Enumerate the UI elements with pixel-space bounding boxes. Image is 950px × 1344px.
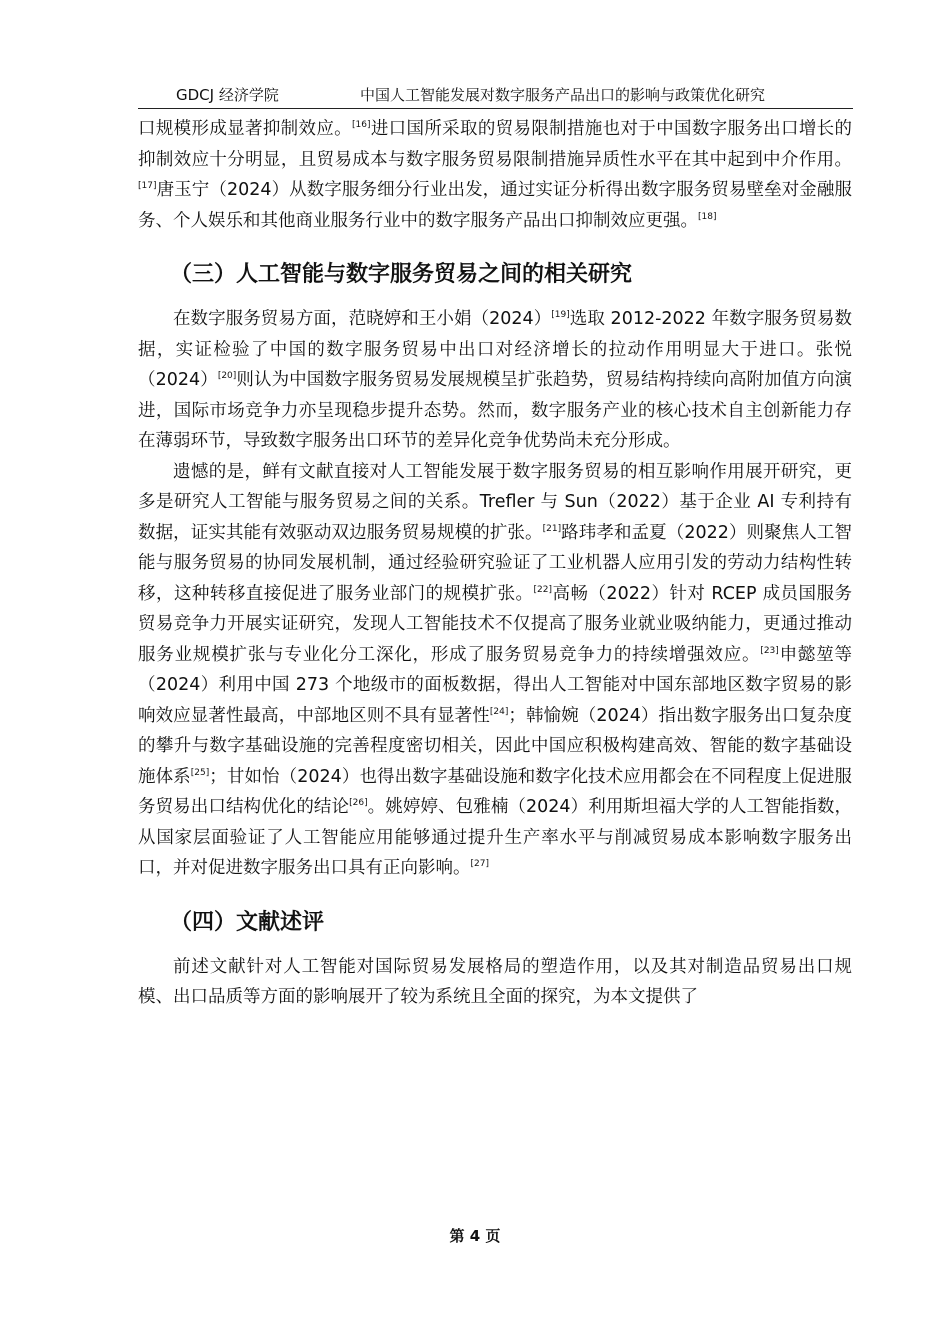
text-run: 。姚婷婷、包雅楠（2024）利用斯坦福大学的人工智能指数，从国家层面验证了人工智能应用能够通过提升生产率水平与削减贸易成本影响数字服务出口，并对促进数字服务出口具有正向影响。 — [138, 797, 853, 878]
text-run: 遗憾的是，鲜有文献直接对人工智能发展于数字服务贸易的相互影响作用展开研究，更多是研究人工智能与服务贸易之间的关系。Trefler 与 Sun（2022）基于企业 AI 专利持有数据，证实其能有效驱动双边服务贸易规模的扩张。 — [138, 461, 852, 543]
text-run: 高畅（2022）针对 RCEP 成员国服务贸易竞争力开展实证研究，发现人工智能技术不仅提高了服务业就业吸纳能力，更通过推动服务业规模扩张与专业化分工深化，形成了服务贸易竞争力的持续增强效应。 — [138, 583, 852, 665]
citation-ref: [27] — [470, 859, 489, 870]
citation-ref: [17] — [138, 181, 157, 192]
citation-ref: [23] — [760, 645, 779, 656]
citation-ref: [21] — [542, 523, 562, 534]
header-school: GDCJ 经济学院 — [176, 86, 279, 104]
paragraph — [138, 304, 852, 457]
citation-ref: [25] — [190, 767, 210, 778]
citation-ref: [22] — [533, 584, 553, 595]
text-run: 口规模形成显著抑制效应。 — [138, 119, 353, 139]
text-run: 选取 2012-2022 年数字服务贸易数据，实证检验了中国的数字服务贸易中出口对经济增长的拉动作用明显大于进口。张悦（2024） — [138, 309, 852, 390]
page-body — [138, 114, 852, 1013]
text-run: 唐玉宁（2024）从数字服务细分行业出发，通过实证分析得出数字服务贸易壁垒对金融服务、个人娱乐和其他商业服务行业中的数字服务产品出口抑制效应更强。 — [138, 180, 852, 231]
text-run: 前述文献针对人工智能对国际贸易发展格局的塑造作用，以及其对制造品贸易出口规模、出口品质等方面的影响展开了较为系统且全面的探究，为本文提供了 — [138, 956, 852, 1007]
text-run: 在数字服务贸易方面，范晓婷和王小娟（2024） — [173, 309, 552, 329]
text-run: ；甘如怡（2024）也得出数字基础设施和数字化技术应用都会在不同程度上促进服务贸易出口结构优化的结论 — [138, 766, 852, 817]
citation-ref: [24] — [489, 706, 509, 717]
text-run: ；韩愉婉（2024）指出数字服务出口复杂度的攀升与数字基础设施的完善程度密切相关，因此中国应积极构建高效、智能的数字基础设施体系 — [138, 705, 852, 787]
section-heading-3: （三）人工智能与数字服务贸易之间的相关研究 — [170, 262, 633, 287]
section-heading-4: （四）文献述评 — [170, 909, 325, 935]
text-run: 进口国所采取的贸易限制措施也对于中国数字服务出口增长的抑制效应十分明显，且贸易成本与数字服务贸易限制措施异质性水平在其中起到中介作用。 — [138, 119, 853, 170]
header-paper-title: 中国人工智能发展对数字服务产品出口的影响与政策优化研究 — [360, 86, 766, 104]
citation-ref: [26] — [349, 798, 368, 809]
text-run: 路玮孝和孟夏（2022）则聚焦人工智能与服务贸易的协同发展机制，通过经验研究验证了工业机器人应用引发的劳动力结构性转移，这种转移直接促进了服务业部门的规模扩张。 — [138, 522, 852, 604]
running-header — [138, 84, 853, 109]
paragraph-continued — [138, 114, 852, 236]
text-run: 则认为中国数字服务贸易发展规模呈扩张趋势，贸易结构持续向高附加值方向演进，国际市场竞争力亦呈现稳步提升态势。然而，数字服务产业的核心技术自主创新能力存在薄弱环节，导致数字服务出口环节的差异化竞争优势尚未充分形成。 — [138, 370, 852, 451]
paragraph — [138, 952, 852, 1013]
page-number: 第 4 页 — [449, 1227, 501, 1245]
citation-ref: [20] — [217, 371, 237, 382]
citation-ref: [16] — [352, 120, 371, 131]
text-run: 申懿堃等（2024）利用中国 273 个地级市的面板数据，得出人工智能对中国东部地区数字贸易的影响效应显著性最高，中部地区则不具有显著性 — [138, 644, 853, 726]
paragraph — [138, 457, 852, 884]
citation-ref: [19] — [551, 310, 570, 321]
citation-ref: [18] — [698, 211, 717, 222]
